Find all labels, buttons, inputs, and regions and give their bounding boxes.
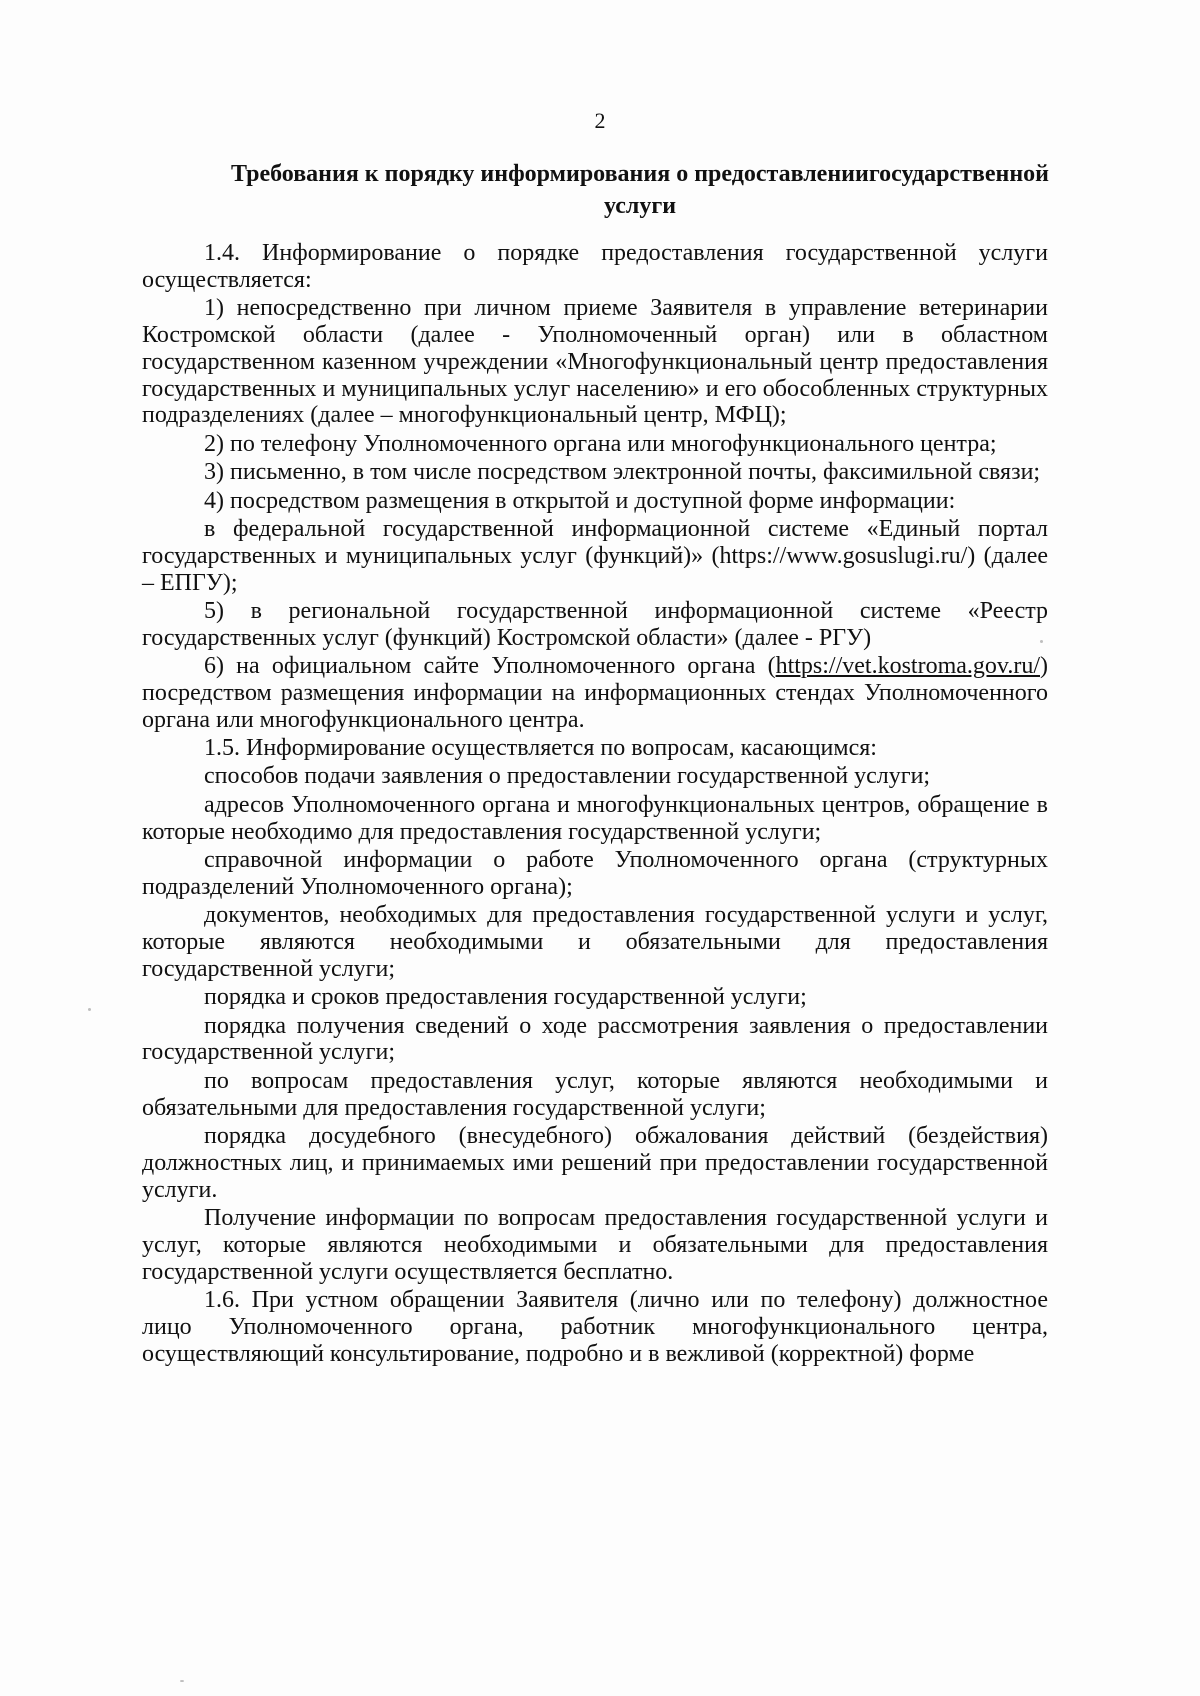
topic-necessary-services: по вопросам предоставления услуг, которые являются необходимыми и обязательными для предоставления государственной услуги;	[142, 1067, 1048, 1121]
paragraph-item-5: 5) в региональной государственной информационной системе «Реестр государственных услуг (функций) Костромской области» (далее - РГУ)	[142, 597, 1048, 651]
topic-submission-methods: способов подачи заявления о предоставлении государственной услуги;	[204, 763, 931, 790]
topic-documents: документов, необходимых для предоставления государственной услуги и услуг, которые являются необходимыми и обязательными для предоставления государственной услуги;	[142, 902, 1048, 982]
paragraph-1-6: 1.6. При устном обращении Заявителя (лично или по телефону) должностное лицо Уполномоченного органа, работник многофункционального центра, осуществляющий консультирование, подробно и в вежливой (корректной) форме	[142, 1286, 1048, 1367]
section-heading-line-2: услуги	[603, 193, 677, 219]
scan-speck	[88, 1008, 91, 1011]
paragraph-item-1: 1) непосредственно при личном приеме Заявителя в управление ветеринарии Костромской области (далее - Уполномоченный орган) или в областном государственном казенном учреждении «Многофункциональный центр предоставления государственных и муниципальных услуг населению» и его обособленных структурных подразделениях (далее – многофункциональный центр, МФЦ);	[142, 295, 1048, 429]
topic-status-info: порядка получения сведений о ходе рассмотрения заявления о предоставлении государственной услуги;	[142, 1012, 1048, 1066]
paragraph-free-of-charge: Получение информации по вопросам предоставления государственной услуги и услуг, которые являются необходимыми и обязательными для предоставления государственной услуги осуществляется бесплатно.	[142, 1204, 1048, 1285]
scan-speck	[180, 1680, 184, 1682]
paragraph-item-6-start: 6) на официальном сайте Уполномоченного органа (	[204, 653, 776, 680]
website-link[interactable]: https://vet.kostroma.gov.ru/	[775, 653, 1040, 680]
paragraph-item-4: 4) посредством размещения в открытой и доступной форме информации:	[204, 487, 956, 514]
scan-speck	[1040, 640, 1043, 643]
section-heading	[210, 158, 1070, 222]
paragraph-epgu: в федеральной государственной информационной системе «Единый портал государственных и муниципальных услуг (функций)» (https://www.gosuslugi.ru/) (далее – ЕПГУ);	[142, 515, 1048, 596]
paragraph-item-6-end: ) посредством размещения информации на информационных стендах Уполномоченного органа или многофункционального центра.	[142, 653, 1048, 733]
paragraph-1-4: 1.4. Информирование о порядке предоставления государственной услуги осуществляется:	[142, 240, 1048, 293]
paragraph-item-3: 3) письменно, в том числе посредством электронной почты, факсимильной связи;	[204, 459, 1041, 486]
document-body	[142, 240, 1048, 1369]
topic-appeal-procedure: порядка досудебного (внесудебного) обжалования действий (бездействия) должностных лиц, и принимаемых ими решений при предоставлении государственной услуги.	[142, 1123, 1048, 1203]
topic-addresses: адресов Уполномоченного органа и многофункциональных центров, обращение в которые необходимо для предоставления государственной услуги;	[142, 791, 1048, 845]
topic-procedure-terms: порядка и сроков предоставления государственной услуги;	[204, 984, 807, 1011]
paragraph-1-5: 1.5. Информирование осуществляется по вопросам, касающимся:	[204, 735, 877, 762]
section-heading-line-1: Требования к порядку информирования о предоставлениигосударственной	[231, 161, 1049, 187]
paragraph-item-2: 2) по телефону Уполномоченного органа или многофункционального центра;	[204, 430, 997, 457]
topic-reference-info: справочной информации о работе Уполномоченного органа (структурных подразделений Уполномоченного органа);	[142, 847, 1048, 900]
paragraph-item-6	[142, 653, 1048, 733]
page-number: 2	[594, 108, 606, 133]
